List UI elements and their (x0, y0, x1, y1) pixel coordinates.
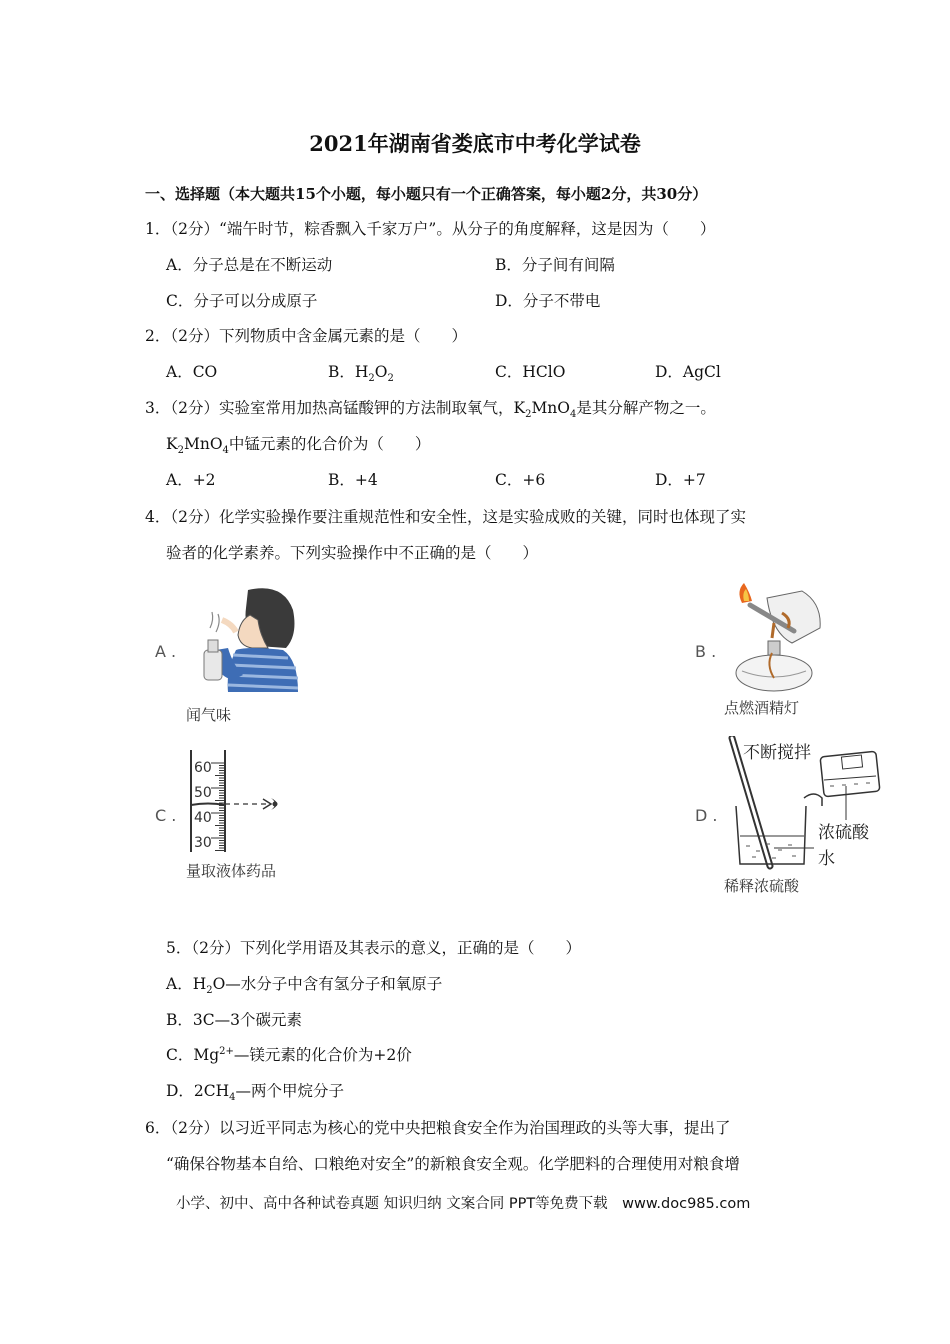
q5-option-a: A．$H_2O—$水分子中含有氢分子和氧原子 (166, 975, 443, 997)
page-footer: 小学、初中、高中各种试卷真题 知识归纳 文案合同 PPT等免费下载 www.doc985.com (176, 1196, 751, 1212)
q3-stem-line2: $K_2MnO_4$中锰元素的化合价为（ ） (166, 435, 431, 457)
q3-stem-line1: 3．（2分）实验室常用加热高锰酸钾的方法制取氧气，$K_2MnO_4$是其分解产物之一。 (145, 399, 716, 421)
q5-option-c: C．$Mg^{2+}—$镁元素的化合价为+2价 (166, 1045, 412, 1064)
q1-option-a: A．分子总是在不断运动 (166, 256, 333, 274)
fig-b-label: B . (695, 642, 717, 661)
tick-label: 30 (194, 835, 212, 851)
smelling-person-illustration (188, 580, 303, 695)
tick-label: 50 (194, 785, 212, 801)
section-heading: 一、选择题（本大题共15个小题，每小题只有一个正确答案，每小题2分，共30分） (145, 185, 708, 203)
q3-option-d: D．+7 (655, 471, 706, 489)
fig-d-stir-label: 不断搅拌 (743, 743, 811, 763)
fig-d-acid-label: 浓硫酸 (818, 823, 869, 843)
q4-stem-line1: 4．（2分）化学实验操作要注重规范性和安全性，这是实验成败的关键，同时也体现了实 (145, 508, 746, 526)
q5-option-d: D．$2CH_4—$两个甲烷分子 (166, 1082, 345, 1104)
exam-title: 2021年湖南省娄底市中考化学试卷 (309, 131, 641, 156)
fig-a-caption: 闻气味 (186, 706, 232, 724)
alcohol-lamp-illustration (722, 583, 837, 695)
tick-label: 40 (194, 810, 212, 826)
q2-option-a: A．CO (166, 363, 218, 381)
q1-option-b: B．分子间有间隔 (495, 256, 615, 274)
q1-stem: 1．（2分）“端午时节，粽香飘入千家万户”。从分子的角度解释，这是因为（ ） (145, 220, 716, 238)
cylinder-scale (194, 756, 218, 856)
fig-d-label: D . (695, 806, 718, 825)
fig-d-water-label: 水 (818, 849, 835, 869)
q3-option-c: C．+6 (495, 471, 546, 489)
q4-stem-line2: 验者的化学素养。下列实验操作中不正确的是（ ） (166, 544, 539, 562)
fig-c-label: C . (155, 806, 177, 825)
q6-stem-line1: 6．（2分）以习近平同志为核心的党中央把粮食安全作为治国理政的头等大事，提出了 (145, 1119, 731, 1137)
fig-a-label: A . (155, 642, 177, 661)
q2-stem: 2．（2分）下列物质中含金属元素的是（ ） (145, 327, 467, 345)
q2-option-b: B．$H_2O_2$ (328, 363, 394, 385)
q1-option-c: C．分子可以分成原子 (166, 292, 318, 310)
fig-d-caption: 稀释浓硫酸 (724, 877, 800, 895)
q5-stem: 5．（2分）下列化学用语及其表示的意义，正确的是（ ） (166, 939, 581, 957)
fig-b-caption: 点燃酒精灯 (724, 699, 800, 717)
q3-option-b: B．+4 (328, 471, 378, 489)
q6-stem-line2: “确保谷物基本自给、口粮绝对安全”的新粮食安全观。化学肥料的合理使用对粮食增 (166, 1155, 740, 1173)
q5-option-b: B．3C—3个碳元素 (166, 1011, 302, 1029)
q2-option-d: D．AgCl (655, 363, 721, 381)
fig-c-caption: 量取液体药品 (186, 862, 277, 880)
q1-option-d: D．分子不带电 (495, 292, 601, 310)
q2-option-c: C．HClO (495, 363, 566, 381)
q3-option-a: A．+2 (166, 471, 216, 489)
tick-label: 60 (194, 760, 212, 776)
